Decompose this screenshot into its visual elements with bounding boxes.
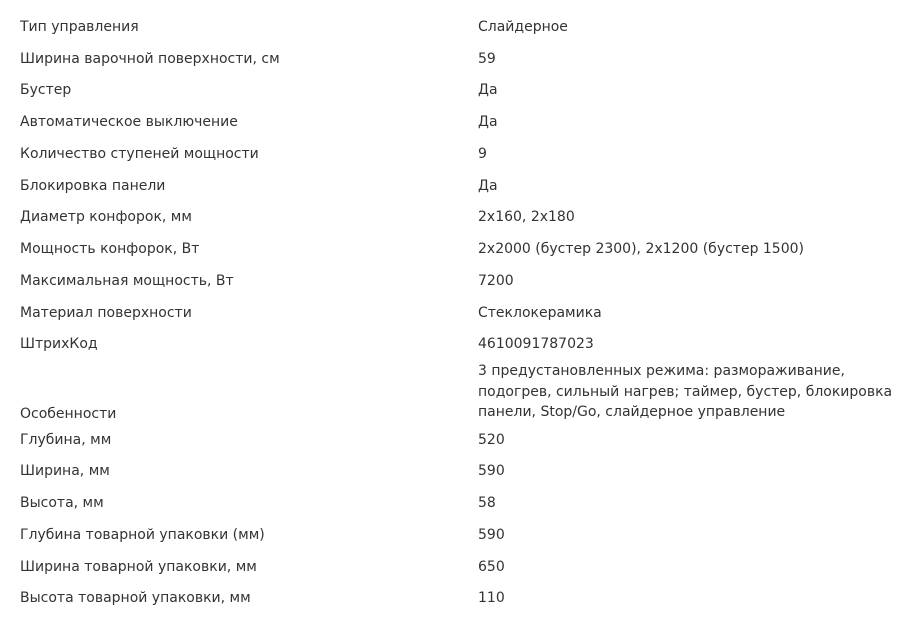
spec-row-max-power xyxy=(0,265,916,297)
spec-name: Глубина товарной упаковки (мм) xyxy=(20,526,265,543)
spec-row-auto-off xyxy=(0,106,916,138)
spec-row-features xyxy=(0,360,916,424)
spec-value: Стеклокерамика xyxy=(478,304,602,321)
spec-name: Диаметр конфорок, мм xyxy=(20,209,192,226)
spec-value: 590 xyxy=(478,526,505,543)
spec-value: 4610091787023 xyxy=(478,336,594,353)
spec-value: 650 xyxy=(478,558,505,575)
spec-name: ШтрихКод xyxy=(20,336,98,353)
spec-name: Максимальная мощность, Вт xyxy=(20,272,234,289)
spec-row-control-type xyxy=(0,11,916,43)
spec-name: Высота, мм xyxy=(20,495,104,512)
spec-name: Глубина, мм xyxy=(20,431,112,448)
spec-row-burner-diameter xyxy=(0,202,916,234)
spec-value: 59 xyxy=(478,50,496,67)
spec-row-package-height xyxy=(0,583,916,615)
spec-value: 2x160, 2x180 xyxy=(478,209,575,226)
spec-value: Слайдерное xyxy=(478,18,568,35)
spec-name: Блокировка панели xyxy=(20,177,166,194)
spec-row-height xyxy=(0,487,916,519)
spec-value: 520 xyxy=(478,431,505,448)
specifications-table xyxy=(0,11,916,614)
spec-value: 9 xyxy=(478,145,487,162)
spec-value: Да xyxy=(478,114,498,131)
spec-value: Да xyxy=(478,177,498,194)
spec-name: Высота товарной упаковки, мм xyxy=(20,590,251,607)
spec-row-power-levels xyxy=(0,138,916,170)
table-top-spacing xyxy=(0,0,916,11)
spec-row-depth xyxy=(0,424,916,456)
spec-value: 58 xyxy=(478,495,496,512)
spec-row-package-width xyxy=(0,551,916,583)
spec-name: Мощность конфорок, Вт xyxy=(20,241,200,258)
spec-row-surface-width xyxy=(0,43,916,75)
spec-row-width xyxy=(0,456,916,488)
spec-value: 110 xyxy=(478,590,505,607)
spec-name: Тип управления xyxy=(20,18,139,35)
spec-row-barcode xyxy=(0,329,916,361)
spec-value: 590 xyxy=(478,463,505,480)
spec-name: Ширина товарной упаковки, мм xyxy=(20,558,257,575)
spec-name: Бустер xyxy=(20,82,72,99)
spec-row-package-depth xyxy=(0,519,916,551)
spec-row-burner-power xyxy=(0,233,916,265)
spec-name: Особенности xyxy=(20,405,117,422)
spec-value: 7200 xyxy=(478,272,514,289)
spec-name: Количество ступеней мощности xyxy=(20,145,259,162)
spec-row-booster xyxy=(0,75,916,107)
spec-name: Материал поверхности xyxy=(20,304,192,321)
spec-name: Ширина варочной поверхности, см xyxy=(20,50,280,67)
spec-name: Автоматическое выключение xyxy=(20,114,238,131)
spec-value: Да xyxy=(478,82,498,99)
spec-name: Ширина, мм xyxy=(20,463,110,480)
spec-value: 2x2000 (бустер 2300), 2x1200 (бустер 1500) xyxy=(478,241,804,258)
spec-value: 3 предустановленных режима: размораживание, подогрев, сильный нагрев; таймер, бустер, блокировка панели, Stop/Go, слайдерное управление xyxy=(478,363,893,421)
spec-row-surface-material xyxy=(0,297,916,329)
spec-row-panel-lock xyxy=(0,170,916,202)
